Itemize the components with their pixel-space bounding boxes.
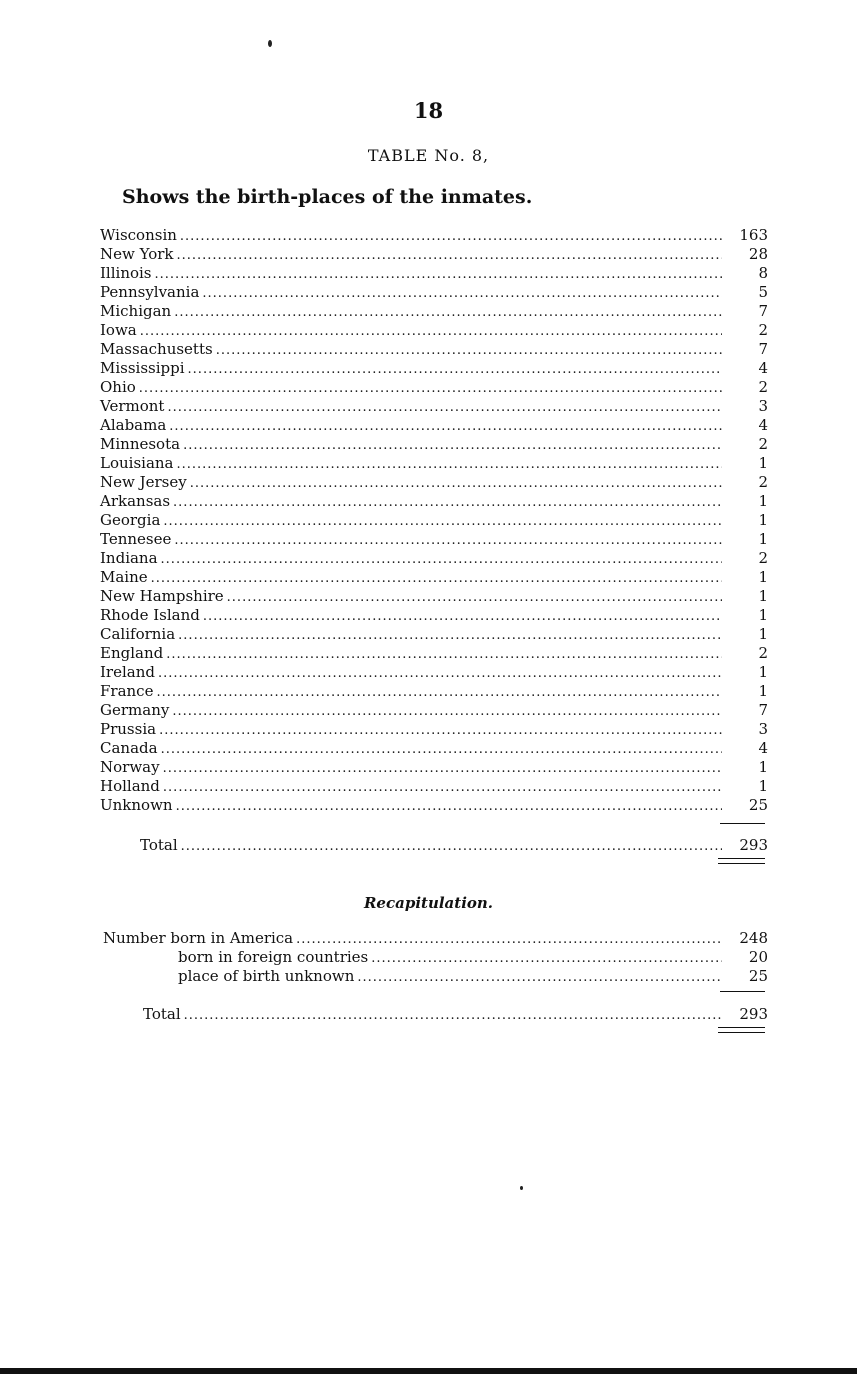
leader-dots — [140, 322, 722, 341]
leader-dots — [163, 512, 722, 531]
leader-dots — [188, 360, 722, 379]
table-row — [100, 473, 768, 492]
table-row — [100, 397, 768, 416]
row-value: 2 — [758, 644, 768, 662]
leader-dots — [178, 626, 722, 645]
table-row — [100, 663, 768, 682]
row-label: Unknown — [100, 796, 173, 814]
table-row — [100, 739, 768, 758]
page-number: 18 — [413, 98, 444, 123]
row-label: place of birth unknown — [178, 967, 355, 985]
row-label: Massachusetts — [100, 340, 213, 358]
leader-dots — [166, 645, 722, 664]
row-label: France — [100, 682, 154, 700]
row-label: Georgia — [100, 511, 161, 529]
row-label: California — [100, 625, 176, 643]
table-row — [100, 644, 768, 663]
row-value: 1 — [758, 492, 768, 510]
table-row — [100, 435, 768, 454]
table-row — [100, 321, 768, 340]
row-value: 2 — [758, 549, 768, 567]
table-row — [100, 416, 768, 435]
leader-dots — [173, 493, 722, 512]
leader-dots — [357, 968, 722, 987]
table-row — [100, 758, 768, 777]
bottom-edge-bar — [0, 1368, 857, 1374]
table-row — [100, 226, 768, 245]
table-row — [100, 283, 768, 302]
leader-dots — [161, 550, 722, 569]
birthplace-list — [100, 226, 768, 815]
row-label: England — [100, 644, 164, 662]
row-value: 28 — [748, 245, 768, 263]
row-label: Arkansas — [100, 492, 171, 510]
row-label: Number born in America — [103, 929, 294, 947]
table-row — [100, 606, 768, 625]
row-label: Indiana — [100, 549, 158, 567]
row-label: Prussia — [100, 720, 157, 738]
total-rule — [720, 823, 765, 824]
row-value: 4 — [758, 359, 768, 377]
leader-dots — [158, 664, 722, 683]
leader-dots — [177, 455, 723, 474]
table-row — [100, 302, 768, 321]
row-value: 3 — [758, 397, 768, 415]
table-subtitle: Shows the birth-places of the inmates. — [122, 186, 533, 208]
table-row — [100, 245, 768, 264]
table-row — [100, 625, 768, 644]
recap-total-double-rule — [718, 1027, 765, 1033]
row-label: Wisconsin — [100, 226, 177, 244]
leader-dots — [176, 797, 722, 816]
row-value: 4 — [758, 416, 768, 434]
table-title: TABLE No. 8, — [367, 146, 490, 165]
table-row — [100, 492, 768, 511]
total-value: 293 — [739, 836, 768, 854]
leader-dots — [159, 721, 722, 740]
row-value: 3 — [758, 720, 768, 738]
row-label: Mississippi — [100, 359, 185, 377]
leader-dots — [202, 284, 722, 303]
row-value: 1 — [758, 530, 768, 548]
table-row — [178, 948, 768, 967]
leader-dots — [167, 398, 722, 417]
recap-total-value: 293 — [739, 1005, 768, 1023]
leader-dots — [169, 417, 722, 436]
row-label: Ohio — [100, 378, 136, 396]
leader-dots — [151, 569, 722, 588]
row-value: 2 — [758, 321, 768, 339]
table-row — [100, 720, 768, 739]
leader-dots — [181, 837, 722, 856]
row-value: 2 — [758, 378, 768, 396]
row-label: Holland — [100, 777, 160, 795]
leader-dots — [177, 246, 723, 265]
table-row — [100, 568, 768, 587]
ink-speck — [520, 1186, 523, 1190]
row-label: Michigan — [100, 302, 172, 320]
row-value: 8 — [758, 264, 768, 282]
table-row — [178, 967, 768, 986]
leader-dots — [163, 759, 722, 778]
row-value: 1 — [758, 587, 768, 605]
leader-dots — [190, 474, 722, 493]
table-row — [100, 530, 768, 549]
row-label: Rhode Island — [100, 606, 200, 624]
row-value: 2 — [758, 435, 768, 453]
table-row — [100, 777, 768, 796]
row-label: Maine — [100, 568, 148, 586]
row-label: Alabama — [100, 416, 167, 434]
row-value: 1 — [758, 454, 768, 472]
row-label: Ireland — [100, 663, 155, 681]
leader-dots — [156, 683, 722, 702]
leader-dots — [216, 341, 722, 360]
recapitulation-title: Recapitulation. — [363, 894, 494, 912]
row-label: Illinois — [100, 264, 152, 282]
row-value: 1 — [758, 606, 768, 624]
row-value: 248 — [739, 929, 768, 947]
table-row — [100, 454, 768, 473]
row-value: 7 — [758, 701, 768, 719]
row-label: Iowa — [100, 321, 137, 339]
leader-dots — [183, 436, 722, 455]
leader-dots — [296, 930, 722, 949]
row-label: New Jersey — [100, 473, 187, 491]
leader-dots — [184, 1006, 722, 1025]
table-row — [100, 378, 768, 397]
row-value: 1 — [758, 663, 768, 681]
row-value: 25 — [748, 796, 768, 814]
ink-speck — [268, 40, 272, 47]
leader-dots — [163, 778, 722, 797]
table-row — [100, 340, 768, 359]
row-label: Tennesee — [100, 530, 172, 548]
row-label: Louisiana — [100, 454, 174, 472]
leader-dots — [227, 588, 722, 607]
row-label: Canada — [100, 739, 158, 757]
leader-dots — [203, 607, 722, 626]
leader-dots — [172, 702, 722, 721]
table-row — [100, 701, 768, 720]
table-row — [100, 796, 768, 815]
recap-total-rule — [720, 991, 765, 992]
total-row — [140, 836, 768, 855]
leader-dots — [180, 227, 722, 246]
recap-total-label: Total — [143, 1005, 181, 1023]
row-label: New York — [100, 245, 174, 263]
total-double-rule — [718, 858, 765, 864]
leader-dots — [174, 303, 722, 322]
row-value: 5 — [758, 283, 768, 301]
row-label: Norway — [100, 758, 160, 776]
leader-dots — [139, 379, 722, 398]
table-row — [100, 587, 768, 606]
row-value: 163 — [739, 226, 768, 244]
row-value: 1 — [758, 682, 768, 700]
table-row — [100, 359, 768, 378]
leader-dots — [155, 265, 722, 284]
row-value: 1 — [758, 625, 768, 643]
row-value: 20 — [748, 948, 768, 966]
recap-total-row — [143, 1005, 768, 1024]
row-value: 7 — [758, 302, 768, 320]
row-label: New Hampshire — [100, 587, 224, 605]
table-row — [100, 549, 768, 568]
row-value: 1 — [758, 758, 768, 776]
row-label: Vermont — [100, 397, 165, 415]
row-value: 25 — [748, 967, 768, 985]
row-value: 4 — [758, 739, 768, 757]
leader-dots — [371, 949, 722, 968]
row-value: 1 — [758, 511, 768, 529]
table-row — [103, 929, 768, 948]
row-value: 1 — [758, 568, 768, 586]
row-label: Minnesota — [100, 435, 181, 453]
table-row — [100, 264, 768, 283]
row-value: 1 — [758, 777, 768, 795]
table-row — [100, 682, 768, 701]
total-label: Total — [140, 836, 178, 854]
leader-dots — [161, 740, 722, 759]
leader-dots — [174, 531, 722, 550]
row-value: 2 — [758, 473, 768, 491]
row-label: Pennsylvania — [100, 283, 200, 301]
row-label: Germany — [100, 701, 170, 719]
row-label: born in foreign countries — [178, 948, 369, 966]
row-value: 7 — [758, 340, 768, 358]
table-row — [100, 511, 768, 530]
